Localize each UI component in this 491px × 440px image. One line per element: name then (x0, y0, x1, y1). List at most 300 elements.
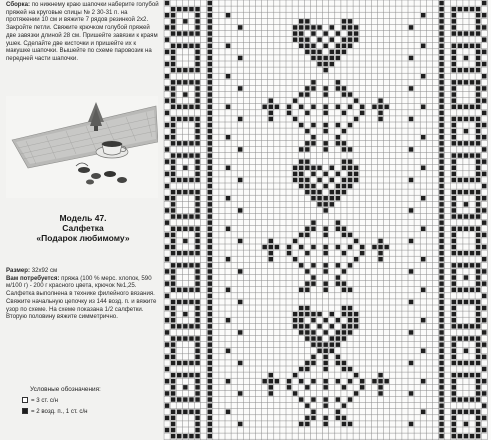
chart-filled-cell (275, 105, 280, 110)
chart-filled-cell (177, 397, 182, 402)
chart-filled-cell (177, 300, 182, 305)
chart-filled-cell (439, 361, 444, 366)
chart-filled-cell (311, 86, 316, 91)
chart-filled-cell (348, 172, 353, 177)
chart-filled-cell (208, 159, 213, 164)
chart-filled-cell (177, 153, 182, 158)
chart-filled-cell (311, 135, 316, 140)
chart-filled-cell (476, 50, 481, 55)
chart-filled-cell (171, 117, 176, 122)
chart-filled-cell (464, 178, 469, 183)
chart-filled-cell (311, 245, 316, 250)
chart-filled-cell (476, 342, 481, 347)
chart-filled-cell (269, 251, 274, 256)
chart-filled-cell (171, 190, 176, 195)
chart-filled-cell (305, 184, 310, 189)
chart-filled-cell (464, 44, 469, 49)
chart-filled-cell (299, 147, 304, 152)
chart-filled-cell (195, 196, 200, 201)
chart-filled-cell (452, 214, 457, 219)
chart-filled-cell (452, 361, 457, 366)
chart-filled-cell (342, 166, 347, 171)
chart-filled-cell (171, 56, 176, 61)
chart-filled-cell (470, 44, 475, 49)
chart-filled-cell (305, 233, 310, 238)
filet-chart (163, 0, 491, 440)
chart-filled-cell (342, 147, 347, 152)
chart-filled-cell (195, 349, 200, 354)
legend-item-empty (22, 396, 58, 404)
model-specs (6, 267, 160, 321)
chart-filled-cell (482, 135, 487, 140)
chart-filled-cell (208, 349, 213, 354)
chart-filled-cell (452, 202, 457, 207)
chart-filled-cell (238, 147, 243, 152)
chart-filled-cell (476, 312, 481, 317)
chart-filled-cell (195, 208, 200, 213)
chart-filled-cell (470, 300, 475, 305)
chart-filled-cell (354, 37, 359, 42)
chart-filled-cell (452, 397, 457, 402)
chart-filled-cell (470, 410, 475, 415)
chart-filled-cell (183, 373, 188, 378)
legend-title: Условные обозначения: (30, 386, 101, 393)
chart-filled-cell (305, 50, 310, 55)
chart-filled-cell (323, 288, 328, 293)
chart-filled-cell (305, 166, 310, 171)
chart-filled-cell (317, 50, 322, 55)
chart-filled-cell (378, 105, 383, 110)
chart-filled-cell (452, 117, 457, 122)
chart-filled-cell (439, 202, 444, 207)
chart-filled-cell (299, 379, 304, 384)
chart-filled-cell (476, 239, 481, 244)
chart-filled-cell (452, 86, 457, 91)
chart-filled-cell (452, 391, 457, 396)
chart-filled-cell (464, 68, 469, 73)
chart-filled-cell (238, 25, 243, 30)
chart-filled-cell (476, 324, 481, 329)
chart-filled-cell (208, 13, 213, 18)
chart-filled-cell (360, 111, 365, 116)
chart-filled-cell (208, 367, 213, 372)
chart-filled-cell (275, 379, 280, 384)
chart-filled-cell (336, 410, 341, 415)
chart-filled-cell (476, 349, 481, 354)
chart-filled-cell (452, 306, 457, 311)
chart-filled-cell (208, 318, 213, 323)
chart-filled-cell (409, 208, 414, 213)
chart-filled-cell (293, 391, 298, 396)
chart-filled-cell (439, 172, 444, 177)
chart-filled-cell (439, 25, 444, 30)
chart-filled-cell (336, 56, 341, 61)
chart-filled-cell (476, 178, 481, 183)
chart-filled-cell (208, 294, 213, 299)
chart-filled-cell (189, 288, 194, 293)
chart-filled-cell (208, 312, 213, 317)
chart-filled-cell (464, 251, 469, 256)
chart-filled-cell (439, 166, 444, 171)
chart-filled-cell (208, 68, 213, 73)
chart-filled-cell (238, 239, 243, 244)
chart-filled-cell (311, 184, 316, 189)
chart-filled-cell (348, 312, 353, 317)
chart-filled-cell (476, 153, 481, 158)
chart-filled-cell (482, 196, 487, 201)
chart-filled-cell (208, 300, 213, 305)
chart-filled-cell (360, 379, 365, 384)
chart-filled-cell (208, 227, 213, 232)
chart-filled-cell (452, 355, 457, 360)
chart-filled-cell (409, 239, 414, 244)
chart-filled-cell (354, 324, 359, 329)
chart-filled-cell (195, 31, 200, 36)
chart-filled-cell (171, 379, 176, 384)
chart-filled-cell (195, 50, 200, 55)
chart-filled-cell (171, 342, 176, 347)
chart-filled-cell (171, 44, 176, 49)
chart-filled-cell (348, 422, 353, 427)
chart-filled-cell (171, 312, 176, 317)
chart-filled-cell (452, 19, 457, 24)
chart-filled-cell (226, 288, 231, 293)
chart-filled-cell (189, 214, 194, 219)
chart-filled-cell (195, 7, 200, 11)
chart-filled-cell (439, 37, 444, 42)
chart-filled-cell (452, 190, 457, 195)
chart-filled-cell (226, 44, 231, 49)
chart-filled-cell (177, 68, 182, 73)
chart-filled-cell (287, 385, 292, 390)
chart-filled-cell (482, 111, 487, 116)
chart-filled-cell (464, 117, 469, 122)
chart-filled-cell (439, 147, 444, 152)
chart-filled-cell (452, 129, 457, 134)
chart-filled-cell (183, 239, 188, 244)
chart-filled-cell (336, 31, 341, 36)
chart-filled-cell (482, 342, 487, 347)
chart-filled-cell (354, 257, 359, 262)
chart-filled-cell (336, 263, 341, 268)
chart-filled-cell (177, 263, 182, 268)
chart-filled-cell (177, 7, 182, 11)
chart-filled-cell (311, 44, 316, 49)
chart-filled-cell (165, 330, 170, 335)
chart-filled-cell (348, 245, 353, 250)
chart-filled-cell (458, 300, 463, 305)
chart-filled-cell (342, 111, 347, 116)
chart-filled-cell (208, 361, 213, 366)
chart-filled-cell (195, 153, 200, 158)
chart-filled-cell (171, 172, 176, 177)
chart-filled-cell (439, 306, 444, 311)
chart-filled-cell (165, 74, 170, 79)
chart-filled-cell (189, 31, 194, 36)
chart-filled-cell (165, 111, 170, 116)
chart-filled-cell (195, 135, 200, 140)
chart-filled-cell (452, 227, 457, 232)
chart-filled-cell (452, 281, 457, 286)
chart-filled-cell (439, 416, 444, 421)
chart-filled-cell (189, 324, 194, 329)
chart-filled-cell (464, 275, 469, 280)
chart-filled-cell (269, 98, 274, 103)
chart-filled-cell (323, 86, 328, 91)
chart-filled-cell (323, 141, 328, 146)
chart-filled-cell (195, 269, 200, 274)
chart-filled-cell (299, 25, 304, 30)
chart-filled-cell (195, 105, 200, 110)
chart-filled-cell (323, 318, 328, 323)
chart-filled-cell (323, 111, 328, 116)
chart-filled-cell (482, 62, 487, 67)
chart-filled-cell (476, 397, 481, 402)
chart-filled-cell (342, 141, 347, 146)
chart-filled-cell (482, 257, 487, 262)
chart-filled-cell (208, 251, 213, 256)
chart-filled-cell (226, 227, 231, 232)
chart-filled-cell (452, 25, 457, 30)
chart-filled-cell (384, 105, 389, 110)
chart-filled-cell (165, 257, 170, 262)
chart-filled-cell (195, 251, 200, 256)
chart-filled-cell (439, 31, 444, 36)
chart-filled-cell (378, 245, 383, 250)
chart-filled-cell (482, 13, 487, 18)
chart-filled-cell (171, 227, 176, 232)
chart-filled-cell (452, 324, 457, 329)
chart-filled-cell (458, 361, 463, 366)
chart-filled-cell (360, 385, 365, 390)
chart-filled-cell (348, 147, 353, 152)
chart-filled-cell (348, 159, 353, 164)
chart-filled-cell (482, 159, 487, 164)
chart-filled-cell (269, 111, 274, 116)
chart-filled-cell (323, 68, 328, 73)
chart-filled-cell (269, 391, 274, 396)
chart-filled-cell (330, 37, 335, 42)
chart-filled-cell (470, 397, 475, 402)
chart-filled-cell (476, 129, 481, 134)
chart-filled-cell (171, 239, 176, 244)
chart-filled-cell (195, 373, 200, 378)
chart-filled-cell (452, 245, 457, 250)
chart-filled-cell (171, 159, 176, 164)
chart-filled-cell (183, 141, 188, 146)
chart-filled-cell (311, 50, 316, 55)
chart-filled-cell (323, 263, 328, 268)
chart-filled-cell (171, 13, 176, 18)
chart-filled-cell (482, 367, 487, 372)
chart-filled-cell (452, 342, 457, 347)
chart-filled-cell (208, 135, 213, 140)
chart-filled-cell (299, 172, 304, 177)
chart-filled-cell (342, 190, 347, 195)
chart-filled-cell (165, 135, 170, 140)
chart-filled-cell (171, 105, 176, 110)
chart-filled-cell (342, 86, 347, 91)
chart-filled-cell (439, 105, 444, 110)
size-value: 32х92 см (31, 267, 58, 274)
chart-filled-cell (342, 184, 347, 189)
chart-filled-cell (208, 434, 213, 439)
chart-filled-cell (323, 245, 328, 250)
chart-filled-cell (323, 208, 328, 213)
chart-filled-cell (342, 129, 347, 134)
chart-filled-cell (311, 80, 316, 85)
size-line (6, 267, 160, 275)
chart-filled-cell (208, 62, 213, 67)
chart-filled-cell (452, 98, 457, 103)
chart-filled-cell (452, 263, 457, 268)
chart-filled-cell (336, 184, 341, 189)
chart-filled-cell (195, 68, 200, 73)
chart-filled-cell (293, 257, 298, 262)
chart-filled-cell (189, 141, 194, 146)
chart-filled-cell (311, 141, 316, 146)
chart-filled-cell (208, 397, 213, 402)
chart-filled-cell (208, 385, 213, 390)
filet-chart-grid (163, 0, 491, 440)
chart-filled-cell (195, 159, 200, 164)
chart-filled-cell (476, 141, 481, 146)
chart-filled-cell (458, 288, 463, 293)
chart-filled-cell (171, 397, 176, 402)
chart-filled-cell (336, 379, 341, 384)
chart-filled-cell (439, 336, 444, 341)
chart-filled-cell (165, 147, 170, 152)
chart-filled-cell (299, 31, 304, 36)
chart-filled-cell (311, 318, 316, 323)
chart-filled-cell (208, 324, 213, 329)
chart-filled-cell (439, 184, 444, 189)
chart-filled-cell (439, 129, 444, 134)
chart-filled-cell (195, 342, 200, 347)
model-type: Салфетка (62, 223, 104, 233)
chart-filled-cell (354, 172, 359, 177)
chart-filled-cell (354, 318, 359, 323)
chart-filled-cell (165, 208, 170, 213)
chart-filled-cell (317, 25, 322, 30)
chart-filled-cell (464, 324, 469, 329)
chart-filled-cell (323, 227, 328, 232)
chart-filled-cell (305, 19, 310, 24)
chart-filled-cell (171, 233, 176, 238)
chart-filled-cell (348, 92, 353, 97)
chart-filled-cell (226, 257, 231, 262)
chart-filled-cell (354, 117, 359, 122)
chart-filled-cell (439, 19, 444, 24)
chart-filled-cell (439, 385, 444, 390)
chart-filled-cell (323, 349, 328, 354)
chart-filled-cell (195, 318, 200, 323)
chart-filled-cell (165, 25, 170, 30)
chart-filled-cell (464, 141, 469, 146)
chart-filled-cell (238, 361, 243, 366)
chart-filled-cell (195, 434, 200, 439)
chart-filled-cell (299, 105, 304, 110)
chart-filled-cell (476, 318, 481, 323)
chart-filled-cell (226, 349, 231, 354)
chart-filled-cell (482, 208, 487, 213)
chart-filled-cell (378, 117, 383, 122)
chart-filled-cell (348, 37, 353, 42)
chart-filled-cell (305, 159, 310, 164)
chart-filled-cell (208, 281, 213, 286)
chart-filled-cell (305, 330, 310, 335)
chart-filled-cell (409, 147, 414, 152)
chart-filled-cell (458, 153, 463, 158)
chart-filled-cell (330, 56, 335, 61)
chart-filled-cell (208, 92, 213, 97)
chart-filled-cell (482, 98, 487, 103)
chart-filled-cell (317, 56, 322, 61)
chart-filled-cell (336, 123, 341, 128)
chart-filled-cell (336, 220, 341, 225)
chart-filled-cell (269, 257, 274, 262)
chart-filled-cell (464, 153, 469, 158)
chart-filled-cell (208, 50, 213, 55)
chart-filled-cell (293, 25, 298, 30)
chart-filled-cell (323, 379, 328, 384)
chart-filled-cell (458, 178, 463, 183)
chart-filled-cell (311, 355, 316, 360)
chart-filled-cell (195, 56, 200, 61)
chart-filled-cell (165, 98, 170, 103)
chart-filled-cell (287, 245, 292, 250)
chart-filled-cell (183, 263, 188, 268)
chart-filled-cell (409, 330, 414, 335)
chart-filled-cell (226, 166, 231, 171)
chart-filled-cell (378, 98, 383, 103)
chart-filled-cell (476, 31, 481, 36)
chart-filled-cell (342, 367, 347, 372)
chart-filled-cell (421, 105, 426, 110)
chart-filled-cell (305, 44, 310, 49)
chart-filled-cell (165, 403, 170, 408)
chart-filled-cell (208, 220, 213, 225)
chart-filled-cell (458, 263, 463, 268)
chart-filled-cell (305, 288, 310, 293)
chart-filled-cell (177, 288, 182, 293)
chart-filled-cell (439, 330, 444, 335)
chart-filled-cell (470, 190, 475, 195)
chart-filled-cell (183, 31, 188, 36)
chart-filled-cell (439, 135, 444, 140)
chart-filled-cell (305, 92, 310, 97)
chart-filled-cell (171, 123, 176, 128)
chart-filled-cell (421, 135, 426, 140)
chart-filled-cell (482, 50, 487, 55)
chart-filled-cell (378, 379, 383, 384)
chart-filled-cell (226, 318, 231, 323)
chart-filled-cell (208, 98, 213, 103)
chart-filled-cell (208, 263, 213, 268)
chart-filled-cell (208, 147, 213, 152)
chart-filled-cell (195, 19, 200, 24)
chart-filled-cell (189, 68, 194, 73)
chart-filled-cell (195, 172, 200, 177)
chart-filled-cell (287, 111, 292, 116)
chart-filled-cell (476, 86, 481, 91)
chart-filled-cell (293, 117, 298, 122)
chart-filled-cell (439, 80, 444, 85)
chart-filled-cell (439, 117, 444, 122)
chart-filled-cell (165, 220, 170, 225)
chart-filled-cell (470, 227, 475, 232)
chart-filled-cell (189, 251, 194, 256)
